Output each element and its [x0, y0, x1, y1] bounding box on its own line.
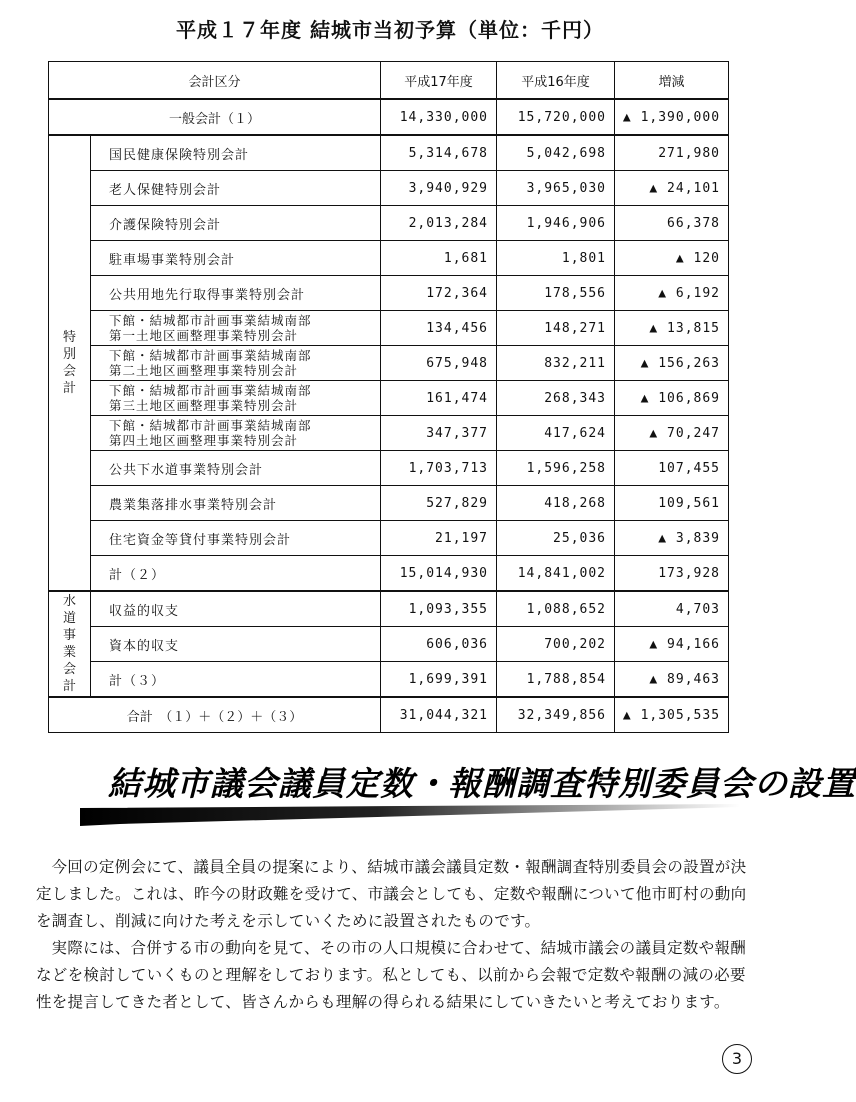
paragraph-2: 実際には、合併する市の動向を見て、その市の人口規模に合わせて、結城市議会の議員定数や報酬などを検討していくものと理解をしております。私としても、以前から会報で定数や報酬の減の必要性を提言してきた者として、皆さんからも理解の得られる結果にしていきたいと考えております。 [36, 939, 747, 1011]
header-fy17: 平成17年度 [381, 62, 497, 100]
value-fy17: 606,036 [381, 627, 497, 662]
value-diff: ▲ 3,839 [615, 521, 729, 556]
row-label-line: 計（２） [109, 567, 166, 583]
row-label-line: 駐車場事業特別会計 [109, 252, 236, 268]
row-label-line: 収益的収支 [109, 603, 180, 619]
row-label-line: 第四土地区画整理事業特別会計 [109, 433, 299, 448]
row-label [91, 276, 381, 311]
table-row-general [49, 99, 729, 135]
paragraph-1: 今回の定例会にて、議員全員の提案により、結城市議会議員定数・報酬調査特別委員会の設置が決定しました。これは、昨今の財政難を受けて、市議会としても、定数や報酬について他市町村の動向を調査し、削減に向けた考えを示していくために設置されたものです。 [36, 858, 747, 930]
value-fy17: 172,364 [381, 276, 497, 311]
row-label-line: 第三土地区画整理事業特別会計 [109, 398, 299, 413]
row-label-line: 公共用地先行取得事業特別会計 [109, 287, 306, 303]
row-label [91, 206, 381, 241]
table-row [49, 206, 729, 241]
table-row [49, 171, 729, 206]
row-label: 一般会計（１） [49, 99, 381, 135]
header-fy16: 平成16年度 [497, 62, 615, 100]
value-fy16: 3,965,030 [497, 171, 615, 206]
group-label-water [49, 591, 91, 697]
value-diff: ▲ 89,463 [615, 662, 729, 698]
value-fy17: 2,013,284 [381, 206, 497, 241]
group-label-special [49, 135, 91, 591]
value-fy16: 178,556 [497, 276, 615, 311]
row-label [91, 135, 381, 171]
value-fy16: 1,946,906 [497, 206, 615, 241]
row-label-line: 住宅資金等貸付事業特別会計 [109, 532, 292, 548]
value-fy17: 675,948 [381, 346, 497, 381]
value-fy17: 31,044,321 [381, 697, 497, 733]
table-row [49, 451, 729, 486]
row-label-line: 下館・結城都市計画事業結城南部 [109, 383, 312, 398]
table-row [49, 311, 729, 346]
page-title: 平成１７年度 結城市当初予算（単位：千円） [176, 18, 604, 42]
value-fy16: 832,211 [497, 346, 615, 381]
table-row [49, 521, 729, 556]
value-fy17: 15,014,930 [381, 556, 497, 592]
row-label [91, 346, 381, 381]
value-diff: 109,561 [615, 486, 729, 521]
row-label-line: 農業集落排水事業特別会計 [109, 497, 278, 513]
value-fy17: 347,377 [381, 416, 497, 451]
table-row [49, 486, 729, 521]
value-diff: 271,980 [615, 135, 729, 171]
value-fy17: 1,681 [381, 241, 497, 276]
row-label [91, 662, 381, 698]
value-fy17: 1,703,713 [381, 451, 497, 486]
row-label [91, 241, 381, 276]
page-number: 3 [722, 1044, 752, 1074]
value-fy17: 3,940,929 [381, 171, 497, 206]
table-row-total [49, 697, 729, 733]
value-fy16: 1,788,854 [497, 662, 615, 698]
value-fy16: 268,343 [497, 381, 615, 416]
row-label [91, 591, 381, 627]
group-label-char: 事 [62, 628, 76, 643]
row-label [91, 416, 381, 451]
header-diff: 増減 [615, 62, 729, 100]
group-label-char: 会 [62, 662, 76, 677]
value-fy16: 700,202 [497, 627, 615, 662]
group-label-char: 計 [62, 679, 76, 694]
value-diff: 107,455 [615, 451, 729, 486]
value-diff: 66,378 [615, 206, 729, 241]
value-diff: 4,703 [615, 591, 729, 627]
value-fy17: 527,829 [381, 486, 497, 521]
table-row [49, 241, 729, 276]
header-category: 会計区分 [49, 62, 381, 100]
value-fy16: 1,801 [497, 241, 615, 276]
row-label [91, 556, 381, 592]
value-fy16: 148,271 [497, 311, 615, 346]
table-row [49, 627, 729, 662]
row-label-line: 老人保健特別会計 [109, 182, 222, 198]
value-diff: ▲ 1,305,535 [615, 697, 729, 733]
value-fy17: 161,474 [381, 381, 497, 416]
table-row [49, 416, 729, 451]
heading-underline-swoosh [80, 804, 740, 826]
table-row [49, 591, 729, 627]
value-diff: 173,928 [615, 556, 729, 592]
row-label-line: 下館・結城都市計画事業結城南部 [109, 418, 312, 433]
value-fy17: 21,197 [381, 521, 497, 556]
value-diff: ▲ 1,390,000 [615, 99, 729, 135]
value-fy17: 134,456 [381, 311, 497, 346]
value-diff: ▲ 13,815 [615, 311, 729, 346]
value-fy17: 1,093,355 [381, 591, 497, 627]
row-label-line: 国民健康保険特別会計 [109, 147, 250, 163]
value-fy16: 418,268 [497, 486, 615, 521]
row-label-line: 第二土地区画整理事業特別会計 [109, 363, 299, 378]
value-diff: ▲ 70,247 [615, 416, 729, 451]
group-label-char: 道 [62, 611, 76, 626]
value-fy16: 5,042,698 [497, 135, 615, 171]
value-fy16: 1,088,652 [497, 591, 615, 627]
row-label [91, 521, 381, 556]
group-label-char: 計 [62, 381, 76, 396]
section-heading-block [80, 758, 856, 828]
row-label [91, 451, 381, 486]
row-label-line: 第一土地区画整理事業特別会計 [109, 328, 299, 343]
group-label-char: 別 [62, 347, 76, 362]
table-row [49, 381, 729, 416]
table-row [49, 556, 729, 592]
value-fy16: 32,349,856 [497, 697, 615, 733]
table-row [49, 662, 729, 698]
row-label-line: 介護保険特別会計 [109, 217, 222, 233]
article-body [36, 854, 748, 1016]
value-diff: ▲ 6,192 [615, 276, 729, 311]
row-label [91, 171, 381, 206]
row-label-line: 公共下水道事業特別会計 [109, 462, 264, 478]
value-fy16: 15,720,000 [497, 99, 615, 135]
row-label [91, 311, 381, 346]
table-header-row [49, 62, 729, 100]
value-diff: ▲ 106,869 [615, 381, 729, 416]
value-fy17: 1,699,391 [381, 662, 497, 698]
table-row [49, 346, 729, 381]
row-label: 合計 （１）＋（２）＋（３） [49, 697, 381, 733]
table-row [49, 276, 729, 311]
group-label-char: 水 [62, 594, 76, 609]
row-label [91, 627, 381, 662]
value-diff: ▲ 156,263 [615, 346, 729, 381]
row-label [91, 486, 381, 521]
value-diff: ▲ 120 [615, 241, 729, 276]
group-label-char: 会 [62, 364, 76, 379]
group-label-char: 特 [62, 330, 76, 345]
value-fy16: 14,841,002 [497, 556, 615, 592]
section-heading: 結城市議会議員定数・報酬調査特別委員会の設置 [108, 764, 856, 803]
value-diff: ▲ 24,101 [615, 171, 729, 206]
group-label-char: 業 [62, 645, 76, 660]
value-fy17: 5,314,678 [381, 135, 497, 171]
value-fy16: 25,036 [497, 521, 615, 556]
row-label [91, 381, 381, 416]
table-row [49, 135, 729, 171]
value-fy17: 14,330,000 [381, 99, 497, 135]
row-label-line: 下館・結城都市計画事業結城南部 [109, 348, 312, 363]
row-label-line: 下館・結城都市計画事業結城南部 [109, 313, 312, 328]
budget-table [48, 61, 729, 733]
value-fy16: 417,624 [497, 416, 615, 451]
row-label-line: 資本的収支 [109, 638, 180, 654]
row-label-line: 計（３） [109, 673, 166, 689]
value-diff: ▲ 94,166 [615, 627, 729, 662]
value-fy16: 1,596,258 [497, 451, 615, 486]
